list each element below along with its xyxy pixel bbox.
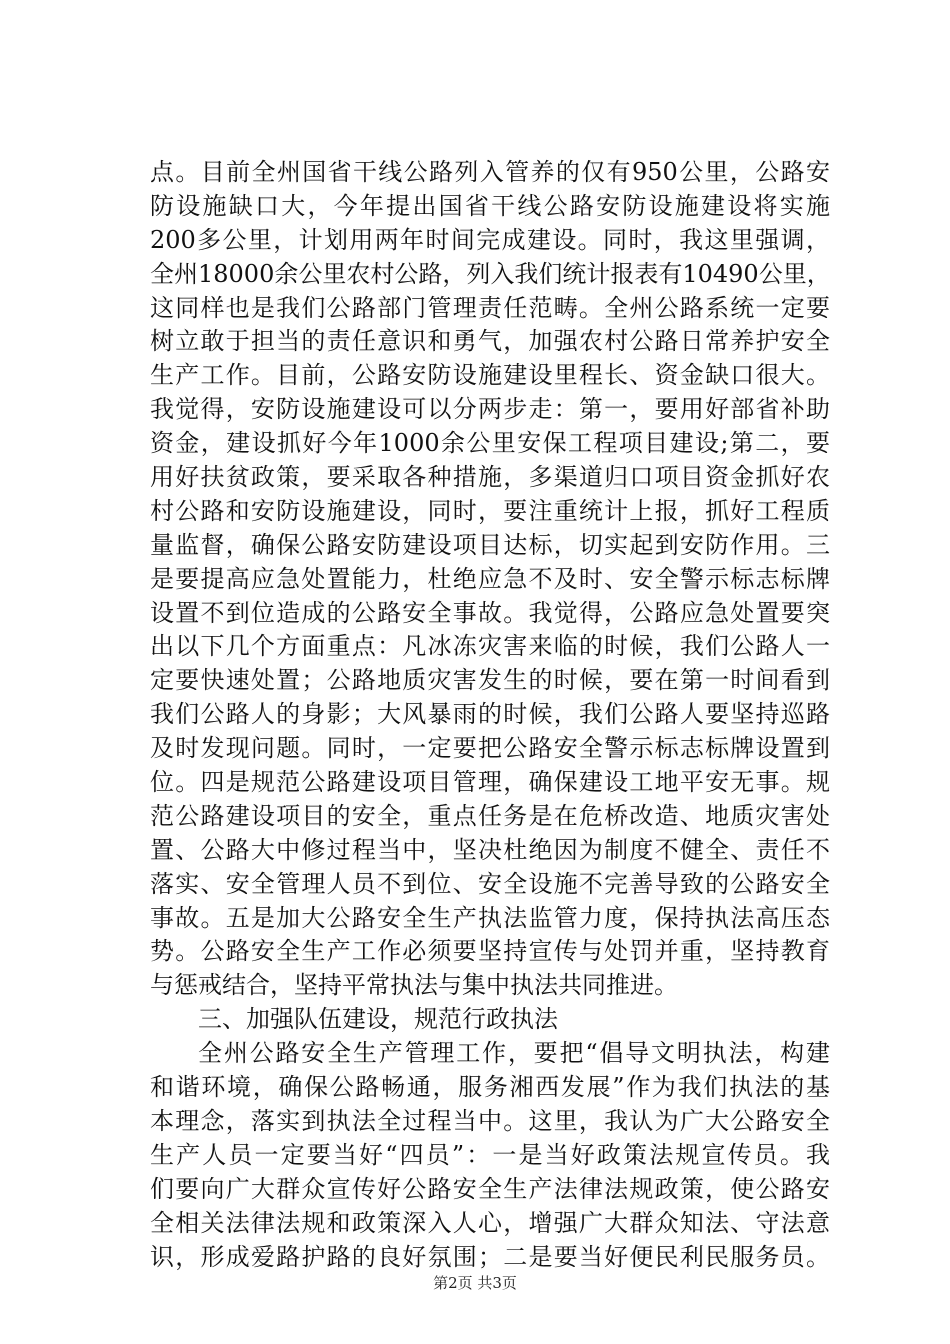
text-line: 出以下几个方面重点：凡冰冻灾害来临的时候，我们公路人一 [150, 632, 830, 661]
text-line: 生产工作。目前，公路安防设施建设里程长、资金缺口很大。 [150, 361, 830, 390]
text-line: 资金，建设抓好今年1000余公里安保工程项目建设;第二，要 [150, 429, 830, 458]
text-line: 这同样也是我们公路部门管理责任范畴。全州公路系统一定要 [150, 293, 830, 322]
text-line: 200多公里，计划用两年时间完成建设。同时，我这里强调， [150, 225, 830, 254]
text-line: 生产人员一定要当好“四员”：一是当好政策法规宣传员。我 [150, 1140, 830, 1169]
text-line: 与惩戒结合，坚持平常执法与集中执法共同推进。 [150, 971, 678, 1000]
text-line: 落实、安全管理人员不到位、安全设施不完善导致的公路安全 [150, 869, 830, 898]
text-line: 定要快速处置；公路地质灾害发生的时候，要在第一时间看到 [150, 666, 830, 695]
text-line: 防设施缺口大，今年提出国省干线公路安防设施建设将实施 [150, 191, 830, 220]
text-line: 位。四是规范公路建设项目管理，确保建设工地平安无事。规 [150, 768, 830, 797]
text-line: 范公路建设项目的安全，重点任务是在危桥改造、地质灾害处 [150, 801, 830, 830]
text-line: 全相关法律法规和政策深入人心，增强广大群众知法、守法意 [150, 1208, 830, 1237]
text-line: 点。目前全州国省干线公路列入管养的仅有950公里，公路安 [150, 158, 830, 186]
text-line: 用好扶贫政策，要采取各种措施，多渠道归口项目资金抓好农 [150, 463, 830, 492]
text-line: 树立敢于担当的责任意识和勇气，加强农村公路日常养护安全 [150, 327, 830, 356]
text-line: 们要向广大群众宣传好公路安全生产法律法规政策，使公路安 [150, 1174, 830, 1203]
text-line: 是要提高应急处置能力，杜绝应急不及时、安全警示标志标牌 [150, 564, 830, 593]
text-line: 村公路和安防设施建设，同时，要注重统计上报，抓好工程质 [150, 496, 830, 525]
text-line: 和谐环境，确保公路畅通，服务湘西发展”作为我们执法的基 [150, 1073, 830, 1102]
text-line: 我觉得，安防设施建设可以分两步走：第一，要用好部省补助 [150, 395, 830, 424]
text-line: 置、公路大中修过程当中，坚决杜绝因为制度不健全、责任不 [150, 835, 830, 864]
page-footer: 第2页 共3页 [433, 1274, 517, 1292]
text-line: 本理念，落实到执法全过程当中。这里，我认为广大公路安全 [150, 1106, 830, 1135]
text-line: 事故。五是加大公路安全生产执法监管力度，保持执法高压态 [150, 903, 830, 932]
text-line: 识，形成爱路护路的良好氛围；二是要当好便民利民服务员。 [150, 1242, 830, 1271]
text-line: 设置不到位造成的公路安全事故。我觉得，公路应急处置要突 [150, 598, 830, 627]
text-line: 全州18000余公里农村公路，列入我们统计报表有10490公里， [150, 259, 831, 288]
text-line: 我们公路人的身影；大风暴雨的时候，我们公路人要坚持巡路 [150, 700, 830, 729]
text-line: 全州公路安全生产管理工作，要把“倡导文明执法，构建 [198, 1039, 830, 1068]
section-heading: 三、加强队伍建设，规范行政执法 [198, 1005, 558, 1034]
text-line: 量监督，确保公路安防建设项目达标，切实起到安防作用。三 [150, 530, 830, 559]
text-line: 势。公路安全生产工作必须要坚持宣传与处罚并重，坚持教育 [150, 937, 830, 966]
text-line: 及时发现问题。同时，一定要把公路安全警示标志标牌设置到 [150, 734, 830, 763]
body-text [150, 156, 830, 1274]
